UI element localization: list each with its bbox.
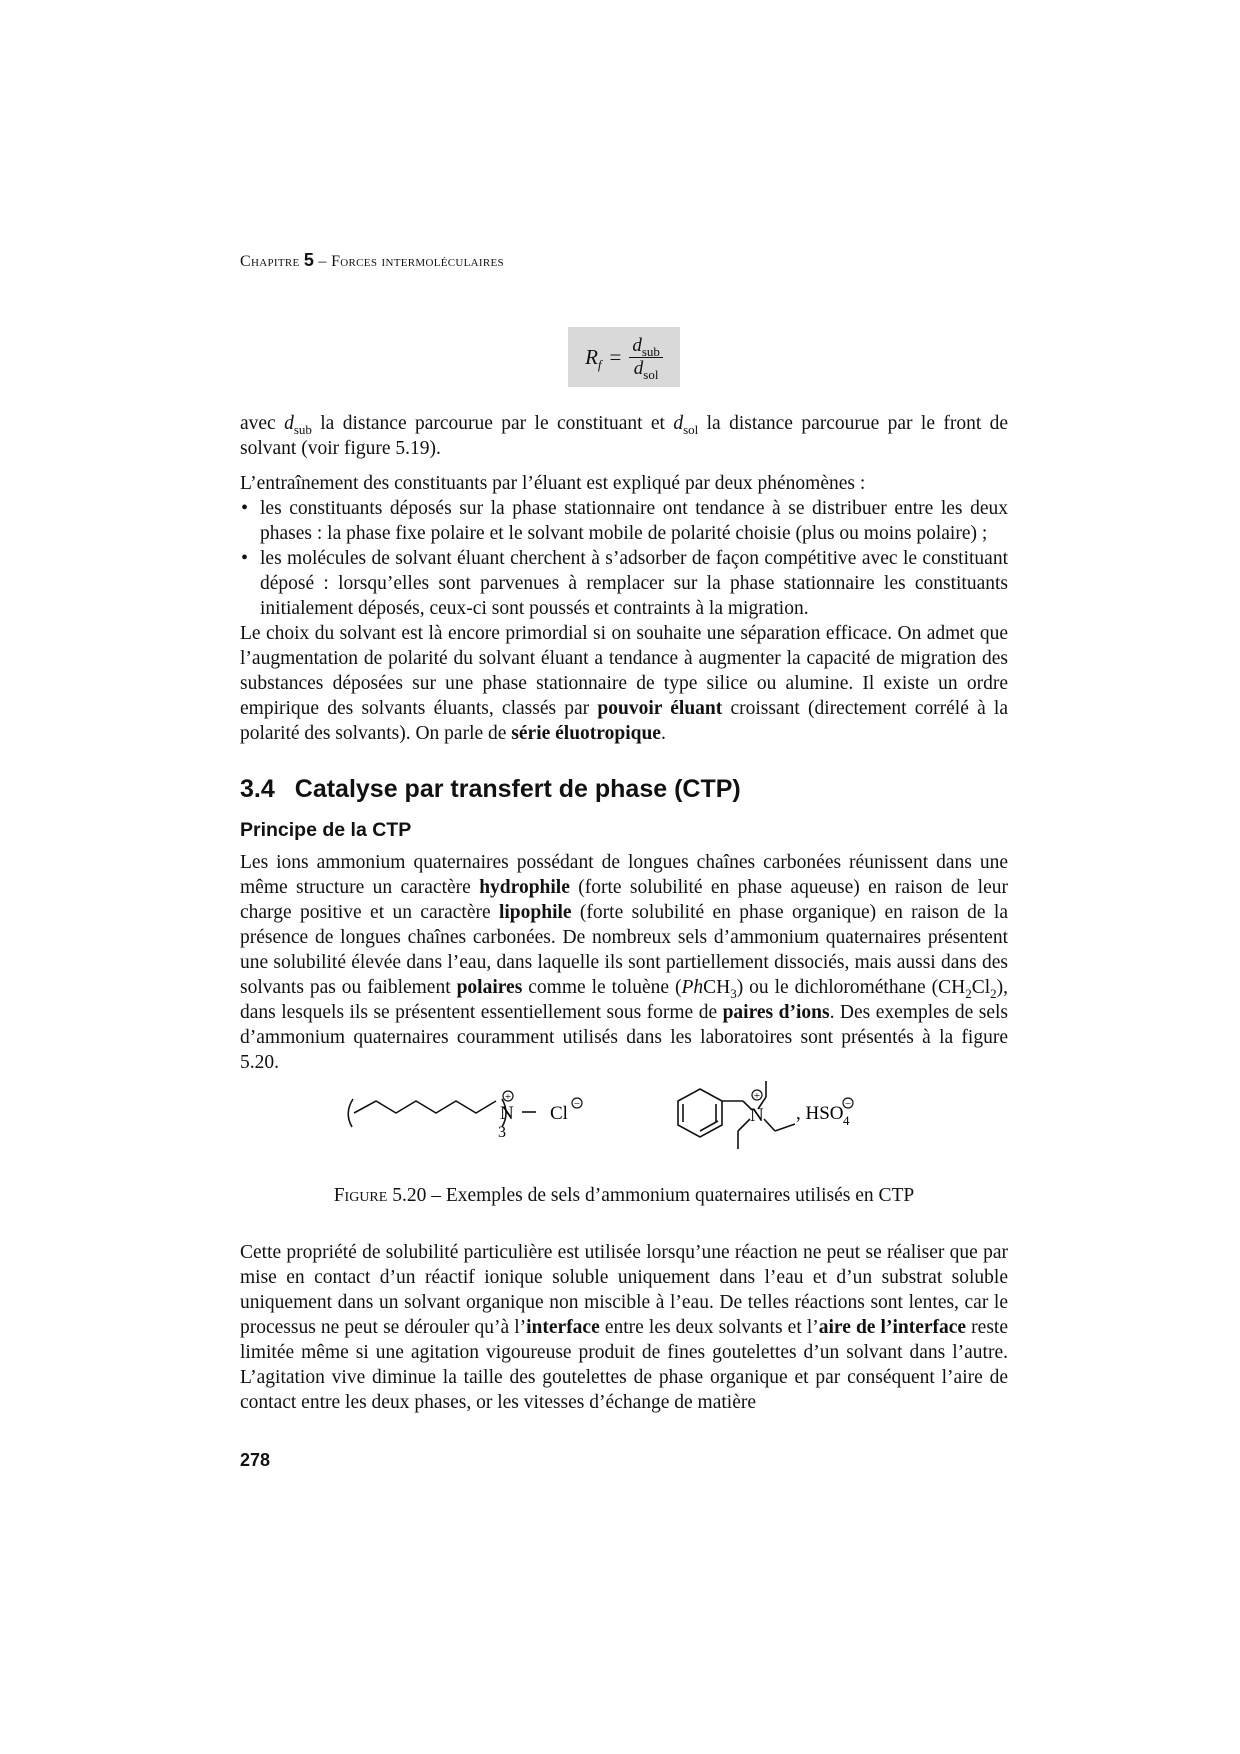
- section-heading: 3.4 Catalyse par transfert de phase (CTP): [240, 775, 741, 803]
- mol2-hydrogensulfate: , HSO: [796, 1103, 844, 1124]
- book-page: [240, 0, 1008, 1754]
- mol1-plus: +: [504, 1091, 512, 1103]
- formula-lhs: $R_f$: [585, 344, 602, 372]
- running-header: [240, 248, 504, 274]
- chapter-word: Chapitre: [240, 253, 300, 270]
- rf-formula: [568, 327, 680, 387]
- mol2-subscript: 4: [843, 1113, 850, 1128]
- paragraph-ammonium: Les ions ammonium quaternaires possédant de longues chaînes carbonées réunissent dans une même structure un caractère hydrophile (forte solubilité en phase aqueuse) en raison de leur charge positive et un caractère lipophile (forte solubilité en phase organique) en raison de la présence de longues chaînes carbonées. De nombreux sels d’ammonium quaternaires présentent une solubilité élevée dans l’eau, dans laquelle ils sont partiellement dissociés, mais aussi dans des solvants pas ou faiblement polaires comme le toluène (PhCH$_3$) ou le dichlorométhane $(CH_2Cl_2)$, dans lesquels ils se présentent essentiellement sous forme de paires d’ions. Des exemples de sels d’ammonium quaternaires couramment utilisés dans les laboratoires sont présentés à la figure 5.20.: [240, 852, 1009, 1073]
- mol1-chloride: Cl: [550, 1103, 568, 1124]
- formula-equals: =: [609, 344, 622, 369]
- subsection-heading: Principe de la CTP: [240, 819, 412, 841]
- paragraph-solvent-choice: Le choix du solvant est là encore primordial si on souhaite une séparation efficace. On admet que l’augmentation de polarité du solvant éluant a tendance à augmenter la capacité de migration des substances déposées sur une phase stationnaire de type silice ou alumine. Il existe un ordre empirique des solvants éluants, classés par pouvoir éluant croissant (directement corrélé à la polarité des solvants). On parle de série éluotropique.: [240, 623, 1008, 744]
- structures-drawing: [240, 1079, 1008, 1179]
- figure-caption: Figure 5.20 – Exemples de sels d’ammonium quaternaires utilisés en CTP: [333, 1185, 915, 1206]
- formula-fraction: [629, 335, 663, 380]
- mol1-nitrogen: N: [500, 1103, 514, 1124]
- list-item: • les constituants déposés sur la phase stationnaire ont tendance à se distribuer entre les deux phases : la phase fixe polaire et le solvant mobile de polarité choisie (plus ou moins polaire) ;: [240, 496, 1008, 546]
- chapter-number: 5: [303, 250, 315, 270]
- phenomena-list: [240, 496, 1008, 621]
- paragraph-solubility: Cette propriété de solubilité particulière est utilisée lorsqu’une réaction ne peut se réaliser que par mise en contact d’un réactif ionique soluble uniquement dans l’eau et d’un substrat soluble uniquement dans un solvant organique non miscible à l’eau. De telles réactions sont lentes, car le processus ne peut se dérouler qu’à l’interface entre les deux solvants et l’aire de l’interface reste limitée même si une agitation vigoureuse produit de fines goutelettes d’un solvant dans l’autre. L’agitation vive diminue la taille des goutelettes de phase organique et par conséquent l’aire de contact entre les deux phases, or les vitesses d’échange de matière: [240, 1242, 1008, 1413]
- mol2-bonds: [678, 1081, 795, 1149]
- header-dash: –: [318, 253, 327, 270]
- mol2-minus: −: [844, 1098, 852, 1110]
- mol2-plus: +: [753, 1090, 761, 1102]
- chapter-title: Forces intermoléculaires: [331, 253, 504, 270]
- paragraph-rf-definition: avec $d_{sub}$ la distance parcourue par le constituant et $d_{sol}$ la distance parcourue par le front de solvant (voir figure 5.19).: [240, 413, 1009, 459]
- paragraph-eluent: L’entraînement des constituants par l’éluant est expliqué par deux phénomènes :: [240, 473, 866, 494]
- mol1-minus: −: [573, 1098, 581, 1110]
- formula-denominator: $d_{sol}$: [633, 357, 659, 382]
- list-item: • les molécules de solvant éluant cherchent à s’adsorber de façon compétitive avec le constituant déposé : lorsqu’elles sont parvenues à remplacer sur la phase stationnaire les constituants initialement déposés, ceux-ci sont poussés et contraints à la migration.: [240, 546, 1008, 621]
- formula-numerator: $d_{sub}$: [629, 335, 663, 358]
- mol1-subscript: 3: [498, 1124, 506, 1141]
- body-text: [240, 411, 1008, 1415]
- page-number: 278: [240, 1450, 271, 1470]
- mol2-nitrogen: N: [750, 1105, 764, 1126]
- figure-ammonium-salts: [240, 1079, 1008, 1179]
